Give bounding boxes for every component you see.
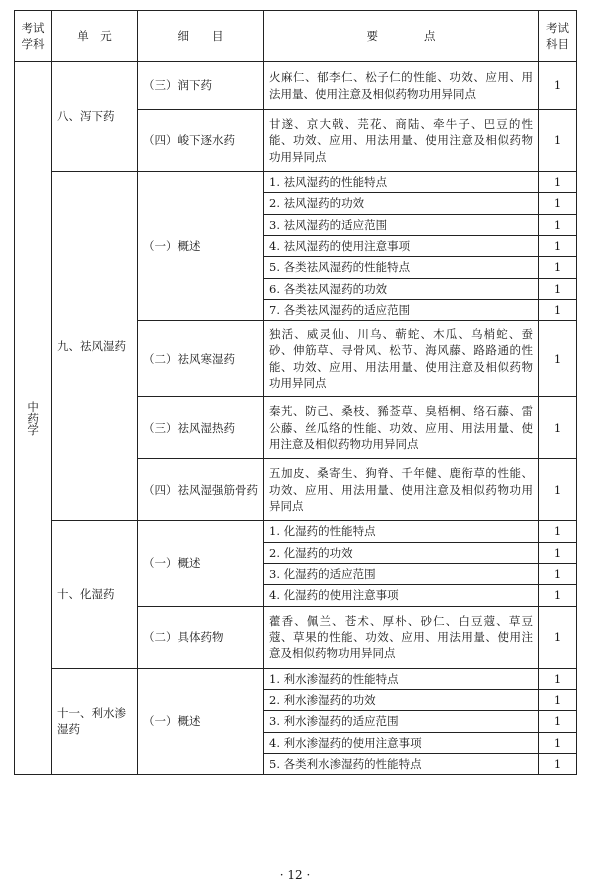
syllabus-table	[14, 10, 577, 775]
unit-cell: 八、泻下药	[52, 62, 138, 172]
header-detail: 细 目	[138, 11, 264, 62]
point-cell: 3. 祛风湿药的适应范围	[264, 214, 539, 235]
detail-cell: （四）祛风湿强筋骨药	[138, 459, 264, 521]
grade-cell: 1	[539, 299, 577, 320]
grade-cell: 1	[539, 689, 577, 710]
point-cell: 7. 各类祛风湿药的适应范围	[264, 299, 539, 320]
detail-cell: （一）概述	[138, 172, 264, 321]
point-cell: 藿香、佩兰、苍术、厚朴、砂仁、白豆蔻、草豆蔻、草果的性能、功效、应用、用法用量、使用注意及相似药物功用异同点	[264, 606, 539, 668]
point-cell: 3. 化湿药的适应范围	[264, 563, 539, 584]
grade-cell: 1	[539, 110, 577, 172]
detail-cell: （三）祛风湿热药	[138, 397, 264, 459]
grade-cell: 1	[539, 214, 577, 235]
point-cell: 火麻仁、郁李仁、松子仁的性能、功效、应用、用法用量、使用注意及相似药物功用异同点	[264, 62, 539, 110]
grade-cell: 1	[539, 711, 577, 732]
point-cell: 秦艽、防己、桑枝、豨莶草、臭梧桐、络石藤、雷公藤、丝瓜络的性能、功效、应用、用法用量、使用注意及相似药物功用异同点	[264, 397, 539, 459]
point-cell: 5. 各类祛风湿药的性能特点	[264, 257, 539, 278]
grade-cell: 1	[539, 563, 577, 584]
header-points: 要 点	[264, 11, 539, 62]
detail-cell: （一）概述	[138, 668, 264, 775]
table-row	[15, 172, 577, 193]
header-unit: 单 元	[52, 11, 138, 62]
grade-cell: 1	[539, 62, 577, 110]
point-cell: 1. 祛风湿药的性能特点	[264, 172, 539, 193]
grade-cell: 1	[539, 668, 577, 689]
unit-cell: 九、祛风湿药	[52, 172, 138, 521]
grade-cell: 1	[539, 542, 577, 563]
grade-cell: 1	[539, 193, 577, 214]
detail-cell: （二）具体药物	[138, 606, 264, 668]
grade-cell: 1	[539, 732, 577, 753]
point-cell: 2. 祛风湿药的功效	[264, 193, 539, 214]
grade-cell: 1	[539, 235, 577, 256]
unit-cell: 十、化湿药	[52, 521, 138, 668]
point-cell: 4. 祛风湿药的使用注意事项	[264, 235, 539, 256]
point-cell: 1. 利水渗湿药的性能特点	[264, 668, 539, 689]
point-cell: 独活、威灵仙、川乌、蕲蛇、木瓜、乌梢蛇、蚕砂、伸筋草、寻骨风、松节、海风藤、路路通的性能、功效、应用、用法用量、使用注意及相似药物功用异同点	[264, 321, 539, 397]
detail-cell: （四）峻下逐水药	[138, 110, 264, 172]
table-row	[15, 62, 577, 110]
page-number: · 12 ·	[279, 868, 311, 882]
grade-cell: 1	[539, 278, 577, 299]
table-row	[15, 668, 577, 689]
grade-cell: 1	[539, 397, 577, 459]
point-cell: 4. 利水渗湿药的使用注意事项	[264, 732, 539, 753]
grade-cell: 1	[539, 172, 577, 193]
point-cell: 1. 化湿药的性能特点	[264, 521, 539, 542]
unit-cell: 十一、利水渗湿药	[52, 668, 138, 775]
point-cell: 甘遂、京大戟、芫花、商陆、牵牛子、巴豆的性能、功效、应用、用法用量、使用注意及相似药物功用异同点	[264, 110, 539, 172]
point-cell: 3. 利水渗湿药的适应范围	[264, 711, 539, 732]
point-cell: 6. 各类祛风湿药的功效	[264, 278, 539, 299]
grade-cell: 1	[539, 321, 577, 397]
table-header-row	[15, 11, 577, 62]
detail-cell: （三）润下药	[138, 62, 264, 110]
point-cell: 2. 利水渗湿药的功效	[264, 689, 539, 710]
point-cell: 4. 化湿药的使用注意事项	[264, 585, 539, 606]
grade-cell: 1	[539, 606, 577, 668]
header-subject: 考试学科	[15, 11, 52, 62]
header-grade: 考试科目	[539, 11, 577, 62]
grade-cell: 1	[539, 459, 577, 521]
grade-cell: 1	[539, 753, 577, 774]
detail-cell: （一）概述	[138, 521, 264, 606]
point-cell: 5. 各类利水渗湿药的性能特点	[264, 753, 539, 774]
table-row	[15, 521, 577, 542]
grade-cell: 1	[539, 585, 577, 606]
grade-cell: 1	[539, 521, 577, 542]
detail-cell: （二）祛风寒湿药	[138, 321, 264, 397]
subject-cell: 中药学	[15, 62, 52, 775]
point-cell: 五加皮、桑寄生、狗脊、千年健、鹿衔草的性能、功效、应用、用法用量、使用注意及相似药物功用异同点	[264, 459, 539, 521]
grade-cell: 1	[539, 257, 577, 278]
point-cell: 2. 化湿药的功效	[264, 542, 539, 563]
